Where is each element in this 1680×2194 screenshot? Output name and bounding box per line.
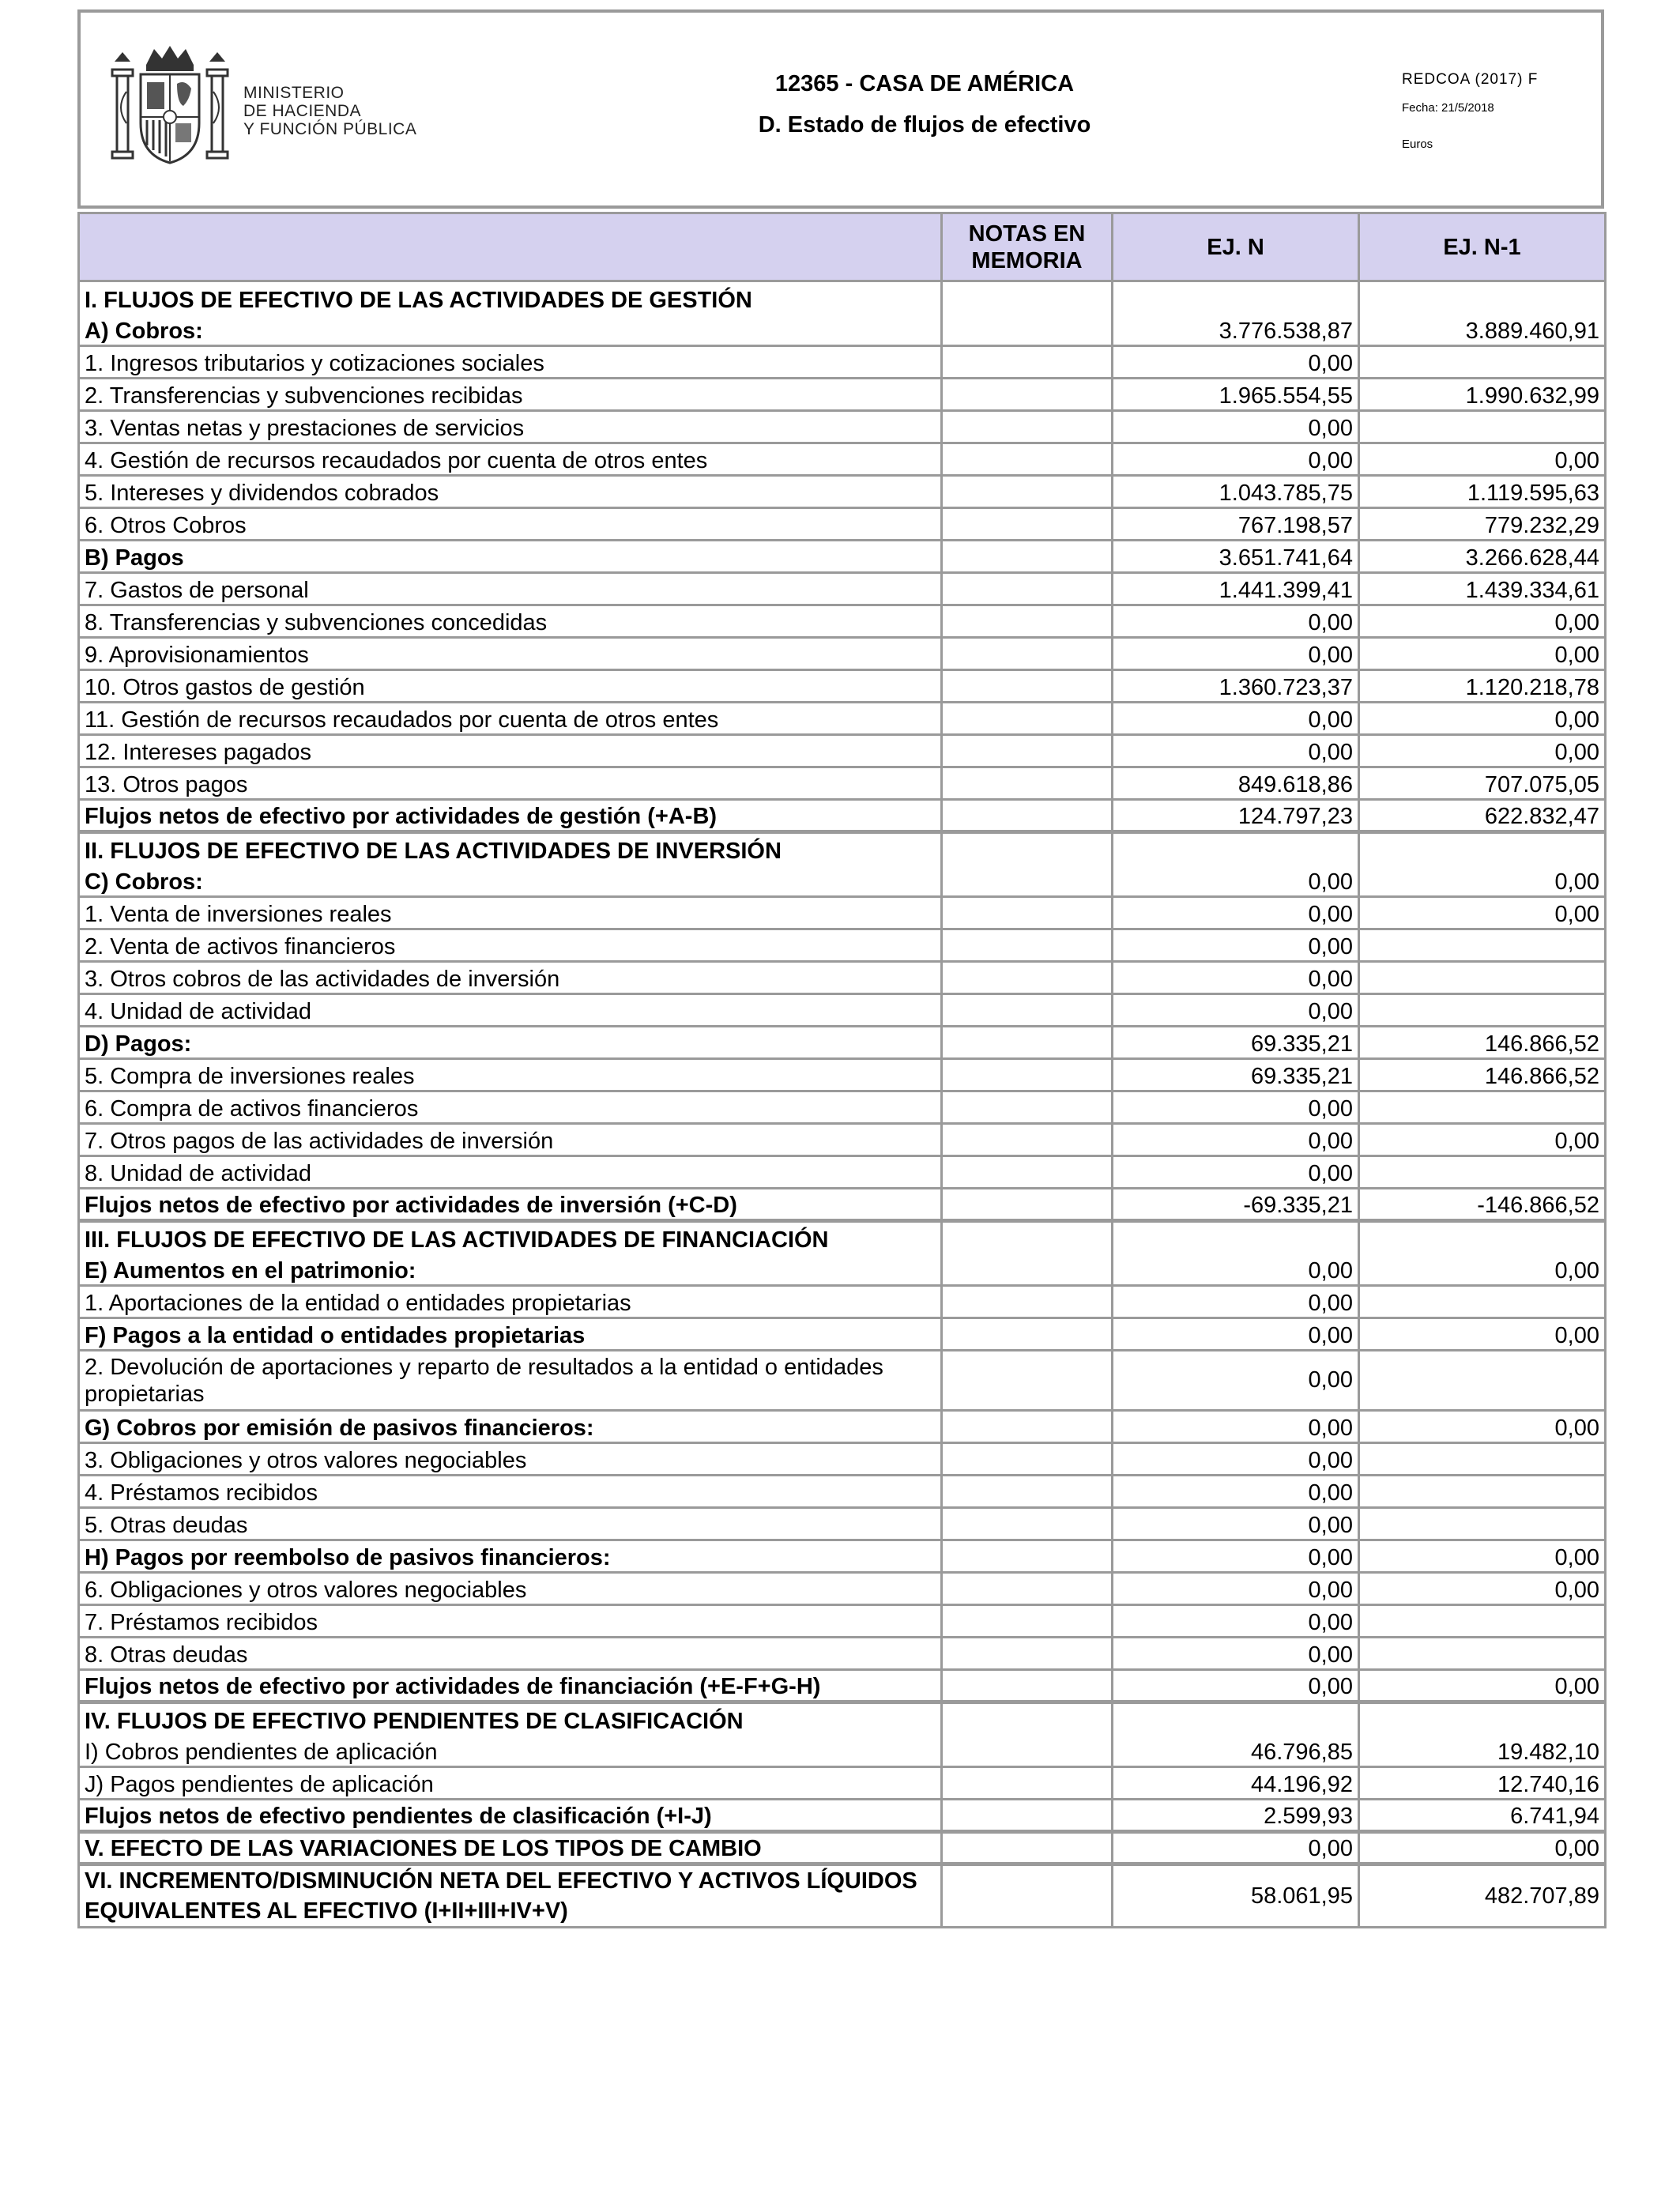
table-row (79, 735, 1606, 767)
previous-year-value: 0,00 (1359, 1411, 1606, 1443)
notes-cell (942, 346, 1113, 379)
notes-cell (942, 1253, 1113, 1286)
table-row (79, 1476, 1606, 1508)
table-header-row (79, 213, 1606, 281)
previous-year-value: 0,00 (1359, 1670, 1606, 1702)
current-year-value: 0,00 (1113, 865, 1359, 897)
table-row (79, 1735, 1606, 1767)
concept-cell: 7. Otros pagos de las actividades de inversión (79, 1124, 942, 1156)
notes-cell (942, 800, 1113, 832)
notes-cell (942, 670, 1113, 703)
previous-year-value: 622.832,47 (1359, 800, 1606, 832)
entity-title: 12365 - CASA DE AMÉRICA (774, 71, 1075, 96)
current-year-value: 0,00 (1113, 1351, 1359, 1411)
previous-year-value: 0,00 (1359, 1318, 1606, 1351)
notes-cell (942, 1832, 1113, 1864)
previous-year-value: 1.119.595,63 (1359, 476, 1606, 508)
table-row (79, 670, 1606, 703)
previous-year-value: 0,00 (1359, 1540, 1606, 1573)
previous-year-value (1359, 1091, 1606, 1124)
current-year-value (1113, 1702, 1359, 1735)
concept-cell: 4. Gestión de recursos recaudados por cuenta de otros entes (79, 443, 942, 476)
report-date: Fecha: 21/5/2018 (1402, 101, 1494, 115)
concept-cell: 5. Compra de inversiones reales (79, 1059, 942, 1091)
current-year-value: 0,00 (1113, 929, 1359, 962)
current-year-value: 0,00 (1113, 1638, 1359, 1670)
concept-cell: F) Pagos a la entidad o entidades propietarias (79, 1318, 942, 1351)
previous-year-value: 3.266.628,44 (1359, 541, 1606, 573)
concept-cell: III. FLUJOS DE EFECTIVO DE LAS ACTIVIDADES DE FINANCIACIÓN (79, 1221, 942, 1253)
table-row (79, 1091, 1606, 1124)
current-year-value: 0,00 (1113, 1411, 1359, 1443)
previous-year-value: 779.232,29 (1359, 508, 1606, 541)
previous-year-value: 0,00 (1359, 1253, 1606, 1286)
concept-cell: 4. Unidad de actividad (79, 994, 942, 1027)
concept-cell: 8. Unidad de actividad (79, 1156, 942, 1189)
notes-cell (942, 1286, 1113, 1318)
current-year-value (1113, 281, 1359, 314)
ministry-line: DE HACIENDA (243, 102, 362, 120)
previous-year-value: 482.707,89 (1359, 1864, 1606, 1928)
current-year-value: 2.599,93 (1113, 1800, 1359, 1832)
current-year-value: 69.335,21 (1113, 1027, 1359, 1059)
concept-cell: 5. Otras deudas (79, 1508, 942, 1540)
concept-cell: 3. Obligaciones y otros valores negociables (79, 1443, 942, 1476)
concept-cell: 5. Intereses y dividendos cobrados (79, 476, 942, 508)
previous-year-value: 0,00 (1359, 897, 1606, 929)
table-row (79, 767, 1606, 800)
concept-cell: I. FLUJOS DE EFECTIVO DE LAS ACTIVIDADES DE GESTIÓN (79, 281, 942, 314)
previous-year-value (1359, 1605, 1606, 1638)
current-year-value: 1.965.554,55 (1113, 379, 1359, 411)
current-year-value: 0,00 (1113, 1508, 1359, 1540)
notes-cell (942, 1476, 1113, 1508)
notes-cell (942, 411, 1113, 443)
concept-cell: 9. Aprovisionamientos (79, 638, 942, 670)
notes-cell (942, 443, 1113, 476)
concept-cell: 4. Préstamos recibidos (79, 1476, 942, 1508)
previous-year-value: 0,00 (1359, 1124, 1606, 1156)
form-reference: REDCOA (2017) F (1402, 71, 1539, 88)
section-heading-row (79, 1221, 1606, 1253)
table-row (79, 379, 1606, 411)
previous-year-value (1359, 281, 1606, 314)
concept-cell: 3. Ventas netas y prestaciones de servicios (79, 411, 942, 443)
current-year-value: 0,00 (1113, 735, 1359, 767)
concept-cell: 2. Devolución de aportaciones y reparto de resultados a la entidad o entidades propietarias (79, 1351, 942, 1411)
current-year-value: 0,00 (1113, 1832, 1359, 1864)
previous-year-value: 146.866,52 (1359, 1027, 1606, 1059)
notes-cell (942, 1351, 1113, 1411)
notes-cell (942, 1864, 1113, 1928)
notes-cell (942, 1318, 1113, 1351)
notes-cell (942, 281, 1113, 314)
group-row (79, 314, 1606, 346)
current-year-value: 3.651.741,64 (1113, 541, 1359, 573)
current-year-value: 1.043.785,75 (1113, 476, 1359, 508)
current-year-value (1113, 832, 1359, 865)
notes-cell (942, 1221, 1113, 1253)
notes-cell (942, 508, 1113, 541)
table-row (79, 1767, 1606, 1800)
current-year-value: -69.335,21 (1113, 1189, 1359, 1221)
concept-cell: 1. Ingresos tributarios y cotizaciones sociales (79, 346, 942, 379)
concept-cell: 7. Gastos de personal (79, 573, 942, 605)
notes-cell (942, 1091, 1113, 1124)
previous-year-value: 12.740,16 (1359, 1767, 1606, 1800)
current-year-value: 0,00 (1113, 1573, 1359, 1605)
group-row (79, 1253, 1606, 1286)
current-year-value: 767.198,57 (1113, 508, 1359, 541)
notes-column-header (942, 213, 1113, 281)
current-year-value: 0,00 (1113, 605, 1359, 638)
previous-year-value: 1.120.218,78 (1359, 670, 1606, 703)
notes-cell (942, 1027, 1113, 1059)
subtotal-row (79, 800, 1606, 832)
grand-total-row (79, 1864, 1606, 1928)
concept-cell: 2. Transferencias y subvenciones recibidas (79, 379, 942, 411)
previous-year-value (1359, 1156, 1606, 1189)
concept-cell: 6. Obligaciones y otros valores negociables (79, 1573, 942, 1605)
section-heading-row (79, 1702, 1606, 1735)
concept-cell: 11. Gestión de recursos recaudados por cuenta de otros entes (79, 703, 942, 735)
concept-cell: 8. Otras deudas (79, 1638, 942, 1670)
previous-year-value: 0,00 (1359, 1832, 1606, 1864)
concept-cell: 2. Venta de activos financieros (79, 929, 942, 962)
concept-cell: B) Pagos (79, 541, 942, 573)
previous-year-value (1359, 1508, 1606, 1540)
concept-cell: 8. Transferencias y subvenciones concedidas (79, 605, 942, 638)
notes-cell (942, 865, 1113, 897)
notes-cell (942, 1443, 1113, 1476)
notes-cell (942, 1540, 1113, 1573)
table-row (79, 1124, 1606, 1156)
table-row (79, 897, 1606, 929)
table-row (79, 1059, 1606, 1091)
previous-year-value: 0,00 (1359, 1573, 1606, 1605)
table-row (79, 1286, 1606, 1318)
current-year-value: 0,00 (1113, 1124, 1359, 1156)
current-year-value: 0,00 (1113, 1476, 1359, 1508)
concept-cell: II. FLUJOS DE EFECTIVO DE LAS ACTIVIDADES DE INVERSIÓN (79, 832, 942, 865)
concept-cell: IV. FLUJOS DE EFECTIVO PENDIENTES DE CLASIFICACIÓN (79, 1702, 942, 1735)
concept-cell: I) Cobros pendientes de aplicación (79, 1735, 942, 1767)
notes-cell (942, 994, 1113, 1027)
current-year-value: 0,00 (1113, 897, 1359, 929)
notes-cell (942, 929, 1113, 962)
table-row (79, 411, 1606, 443)
notes-cell (942, 1508, 1113, 1540)
notes-cell (942, 1735, 1113, 1767)
notes-cell (942, 1670, 1113, 1702)
section-heading-row (79, 832, 1606, 865)
notes-cell (942, 703, 1113, 735)
previous-year-value: 0,00 (1359, 443, 1606, 476)
previous-year-value: 146.866,52 (1359, 1059, 1606, 1091)
notes-cell (942, 1767, 1113, 1800)
table-row (79, 1351, 1606, 1411)
previous-year-value (1359, 1286, 1606, 1318)
previous-year-value: -146.866,52 (1359, 1189, 1606, 1221)
notes-cell (942, 605, 1113, 638)
previous-year-value (1359, 346, 1606, 379)
current-year-value: 0,00 (1113, 443, 1359, 476)
concept-cell: 13. Otros pagos (79, 767, 942, 800)
current-year-value (1113, 1221, 1359, 1253)
previous-year-value (1359, 1702, 1606, 1735)
concept-cell: VI. INCREMENTO/DISMINUCIÓN NETA DEL EFECTIVO Y ACTIVOS LÍQUIDOS EQUIVALENTES AL EFECTIVO (I+II+III+IV+V) (79, 1864, 942, 1928)
current-year-value: 58.061,95 (1113, 1864, 1359, 1928)
concept-column-header (79, 213, 942, 281)
current-year-value: 3.776.538,87 (1113, 314, 1359, 346)
current-year-value: 0,00 (1113, 638, 1359, 670)
table-row (79, 1156, 1606, 1189)
subtotal-row (79, 1670, 1606, 1702)
previous-year-value (1359, 1443, 1606, 1476)
previous-year-value: 0,00 (1359, 605, 1606, 638)
previous-year-value (1359, 962, 1606, 994)
current-year-value: 124.797,23 (1113, 800, 1359, 832)
ministry-name (243, 84, 416, 138)
current-year-value: 0,00 (1113, 1605, 1359, 1638)
previous-year-value (1359, 929, 1606, 962)
concept-cell: 1. Venta de inversiones reales (79, 897, 942, 929)
table-row (79, 346, 1606, 379)
previous-year-column-header: EJ. N-1 (1359, 213, 1606, 281)
current-year-value: 44.196,92 (1113, 1767, 1359, 1800)
ministry-line: Y FUNCIÓN PÚBLICA (243, 120, 417, 138)
notes-cell (942, 1189, 1113, 1221)
previous-year-value: 1.990.632,99 (1359, 379, 1606, 411)
notes-cell (942, 767, 1113, 800)
concept-cell: 3. Otros cobros de las actividades de inversión (79, 962, 942, 994)
concept-cell: D) Pagos: (79, 1027, 942, 1059)
previous-year-value (1359, 1476, 1606, 1508)
concept-cell: 6. Otros Cobros (79, 508, 942, 541)
group-row (79, 1027, 1606, 1059)
table-row (79, 508, 1606, 541)
table-row (79, 1508, 1606, 1540)
cash-flow-table (77, 212, 1607, 1928)
previous-year-value (1359, 411, 1606, 443)
notes-cell (942, 541, 1113, 573)
table-row (79, 703, 1606, 735)
notes-cell (942, 638, 1113, 670)
current-year-value: 849.618,86 (1113, 767, 1359, 800)
table-row (79, 1573, 1606, 1605)
table-row (79, 605, 1606, 638)
table-row (79, 962, 1606, 994)
notes-cell (942, 1411, 1113, 1443)
previous-year-value: 0,00 (1359, 638, 1606, 670)
concept-cell: 12. Intereses pagados (79, 735, 942, 767)
current-year-value: 0,00 (1113, 346, 1359, 379)
current-year-value: 1.441.399,41 (1113, 573, 1359, 605)
current-year-value: 0,00 (1113, 1253, 1359, 1286)
table-row (79, 994, 1606, 1027)
notes-column-label: NOTAS EN MEMORIA (968, 221, 1086, 273)
subtotal-row (79, 1832, 1606, 1864)
notes-cell (942, 1156, 1113, 1189)
notes-cell (942, 314, 1113, 346)
previous-year-value (1359, 1351, 1606, 1411)
group-row (79, 1540, 1606, 1573)
previous-year-value: 0,00 (1359, 703, 1606, 735)
group-row (79, 1318, 1606, 1351)
group-row (79, 1411, 1606, 1443)
ministry-line: MINISTERIO (243, 84, 345, 102)
notes-cell (942, 832, 1113, 865)
concept-cell: E) Aumentos en el patrimonio: (79, 1253, 942, 1286)
current-year-value: 0,00 (1113, 1286, 1359, 1318)
concept-cell: A) Cobros: (79, 314, 942, 346)
previous-year-value: 6.741,94 (1359, 1800, 1606, 1832)
notes-cell (942, 1605, 1113, 1638)
currency-unit: Euros (1402, 138, 1433, 151)
current-year-value: 1.360.723,37 (1113, 670, 1359, 703)
current-year-column-header: EJ. N (1113, 213, 1359, 281)
table-row (79, 476, 1606, 508)
table-row (79, 443, 1606, 476)
notes-cell (942, 573, 1113, 605)
table-row (79, 1443, 1606, 1476)
current-year-value: 0,00 (1113, 1540, 1359, 1573)
notes-cell (942, 897, 1113, 929)
previous-year-value: 0,00 (1359, 735, 1606, 767)
notes-cell (942, 1059, 1113, 1091)
table-row (79, 1605, 1606, 1638)
concept-cell: V. EFECTO DE LAS VARIACIONES DE LOS TIPOS DE CAMBIO (79, 1832, 942, 1864)
table-row (79, 1638, 1606, 1670)
current-year-value: 0,00 (1113, 1091, 1359, 1124)
subtotal-row (79, 1800, 1606, 1832)
subtotal-row (79, 1189, 1606, 1221)
previous-year-value: 3.889.460,91 (1359, 314, 1606, 346)
notes-cell (942, 379, 1113, 411)
current-year-value: 0,00 (1113, 411, 1359, 443)
concept-cell: Flujos netos de efectivo pendientes de clasificación (+I-J) (79, 1800, 942, 1832)
notes-cell (942, 1638, 1113, 1670)
notes-cell (942, 1702, 1113, 1735)
notes-cell (942, 1124, 1113, 1156)
notes-cell (942, 1800, 1113, 1832)
current-year-value: 46.796,85 (1113, 1735, 1359, 1767)
previous-year-value (1359, 994, 1606, 1027)
current-year-value: 0,00 (1113, 1670, 1359, 1702)
group-row (79, 865, 1606, 897)
table-row (79, 638, 1606, 670)
notes-cell (942, 735, 1113, 767)
current-year-value: 0,00 (1113, 1156, 1359, 1189)
concept-cell: Flujos netos de efectivo por actividades de inversión (+C-D) (79, 1189, 942, 1221)
section-heading-row (79, 281, 1606, 314)
table-row (79, 573, 1606, 605)
concept-cell: 6. Compra de activos financieros (79, 1091, 942, 1124)
current-year-value: 0,00 (1113, 1443, 1359, 1476)
concept-cell: 7. Préstamos recibidos (79, 1605, 942, 1638)
previous-year-value: 1.439.334,61 (1359, 573, 1606, 605)
current-year-value: 0,00 (1113, 962, 1359, 994)
current-year-value: 0,00 (1113, 1318, 1359, 1351)
previous-year-value (1359, 832, 1606, 865)
concept-cell: C) Cobros: (79, 865, 942, 897)
current-year-value: 0,00 (1113, 703, 1359, 735)
concept-cell: J) Pagos pendientes de aplicación (79, 1767, 942, 1800)
notes-cell (942, 1573, 1113, 1605)
group-row (79, 541, 1606, 573)
previous-year-value: 19.482,10 (1359, 1735, 1606, 1767)
concept-cell: 1. Aportaciones de la entidad o entidades propietarias (79, 1286, 942, 1318)
concept-cell: 10. Otros gastos de gestión (79, 670, 942, 703)
previous-year-value (1359, 1638, 1606, 1670)
previous-year-value (1359, 1221, 1606, 1253)
concept-cell: Flujos netos de efectivo por actividades de financiación (+E-F+G-H) (79, 1670, 942, 1702)
current-year-value: 69.335,21 (1113, 1059, 1359, 1091)
concept-cell: G) Cobros por emisión de pasivos financieros: (79, 1411, 942, 1443)
notes-cell (942, 962, 1113, 994)
concept-cell: H) Pagos por reembolso de pasivos financieros: (79, 1540, 942, 1573)
current-year-value: 0,00 (1113, 994, 1359, 1027)
concept-cell: Flujos netos de efectivo por actividades de gestión (+A-B) (79, 800, 942, 832)
statement-title: D. Estado de flujos de efectivo (758, 112, 1091, 138)
table-row (79, 929, 1606, 962)
previous-year-value: 707.075,05 (1359, 767, 1606, 800)
notes-cell (942, 476, 1113, 508)
previous-year-value: 0,00 (1359, 865, 1606, 897)
